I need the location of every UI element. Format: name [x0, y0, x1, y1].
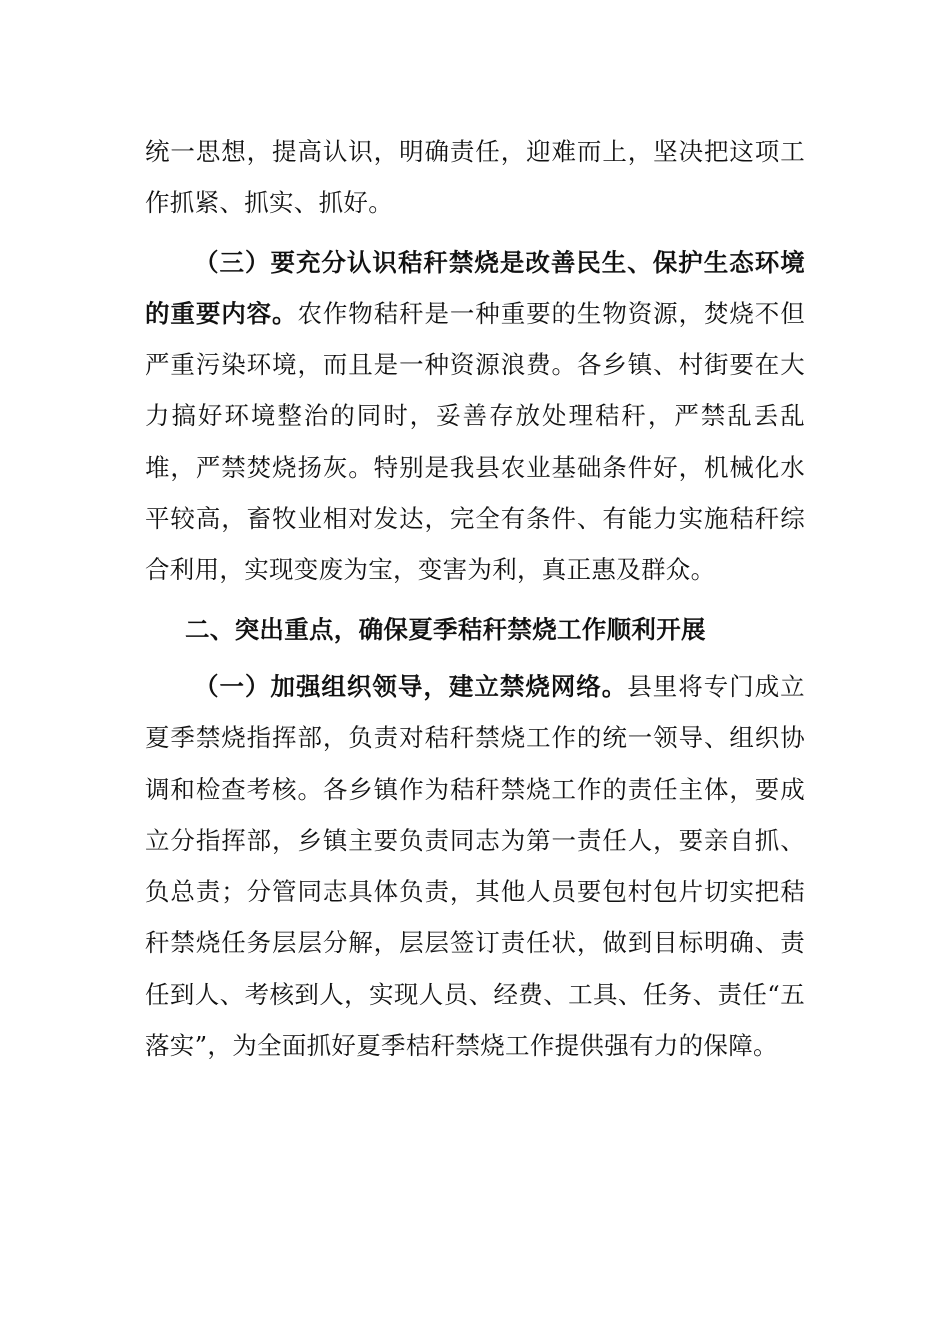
document-page — [145, 126, 805, 1071]
paragraph-one-heading: （一）加强组织领导，建立禁烧网络。 — [194, 671, 628, 701]
paragraph-one-body: 县里将专门成立夏季禁烧指挥部，负责对秸秆禁烧工作的统一领导、组织协调和检查考核。各乡镇作为秸秆禁烧工作的责任主体，要成立分指挥部，乡镇主要负责同志为第一责任人，要亲自抓、负总责；分管同志具体负责，其他人员要包村包片切实把秸秆禁烧任务层层分解，层层签订责任状，做到目标明确、责任到人、考核到人，实现人员、经费、工具、任务、责任“五落实”，为全面抓好夏季桔秆禁烧工作提供强有力的保障。 — [145, 671, 805, 1061]
paragraph-three-heading: （三）要充分认识秸秆禁烧是改善民生、保护生态环境的重要内容。 — [145, 247, 805, 328]
paragraph-continuation — [145, 126, 805, 229]
paragraph-one — [145, 661, 805, 1071]
paragraph-three-body: 农作物秸秆是一种重要的生物资源，焚烧不但严重污染环境，而且是一种资源浪费。各乡镇、村街要在大力搞好环境整治的同时，妥善存放处理秸秆，严禁乱丢乱堆，严禁焚烧扬灰。特别是我县农业基础条件好，机械化水平较高，畜牧业相对发达，完全有条件、有能力实施秸秆综合利用，实现变废为宝，变害为利，真正惠及群众。 — [145, 298, 805, 585]
section-two-title: 二、突出重点，确保夏季秸秆禁烧工作顺利开展 — [185, 614, 706, 644]
paragraph-three — [145, 237, 805, 596]
paragraph-text: 统一思想，提高认识，明确责任，迎难而上，坚决把这项工作抓紧、抓实、抓好。 — [145, 137, 805, 218]
